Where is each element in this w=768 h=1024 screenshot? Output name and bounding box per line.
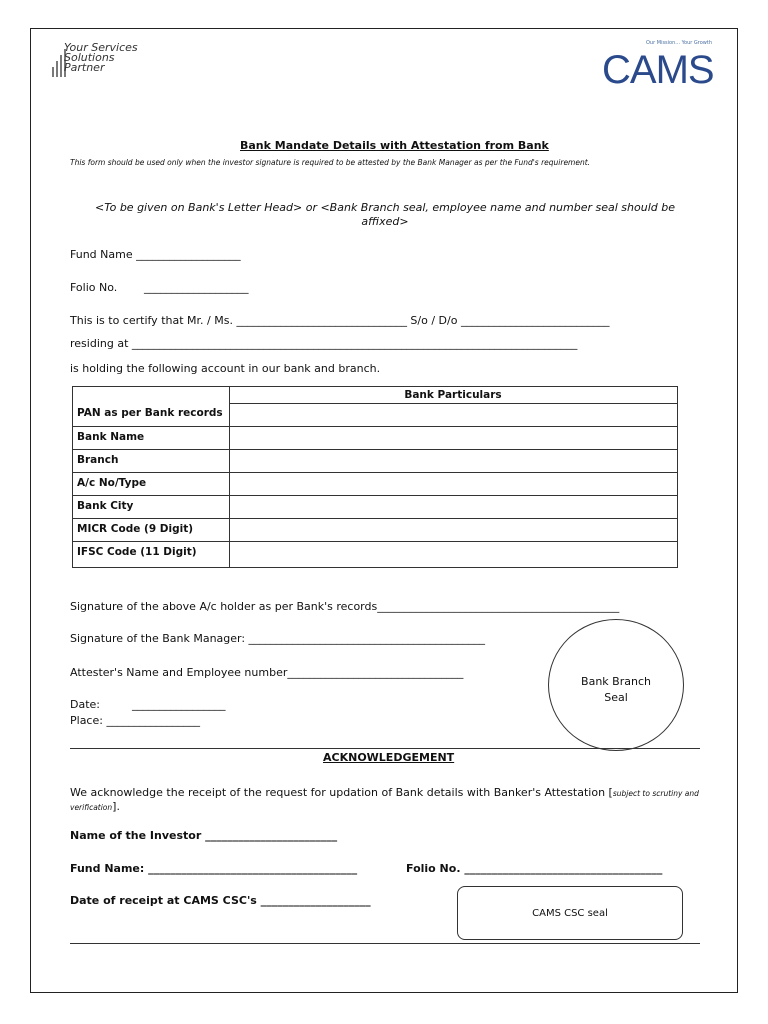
table-row[interactable]: Bank City: [73, 495, 677, 518]
attester-field[interactable]: Attester's Name and Employee number________________________________: [70, 666, 464, 679]
date-label: Date:: [70, 698, 100, 711]
divider: [70, 943, 700, 944]
letterhead-instruction: <To be given on Bank's Letter Head> or <Bank Branch seal, employee name and number seal should be affixed>: [95, 201, 675, 228]
investor-name-field[interactable]: Name of the Investor ________________________: [70, 829, 338, 842]
holding-text: is holding the following account in our bank and branch.: [70, 362, 381, 375]
bank-seal-circle: [548, 619, 684, 751]
cams-seal-label: CAMS CSC seal: [532, 908, 608, 919]
table-row[interactable]: IFSC Code (11 Digit): [73, 541, 677, 564]
manager-signature-field[interactable]: Signature of the Bank Manager: ___________________________________________: [70, 632, 486, 645]
cams-logo: [600, 40, 726, 96]
bank-seal-label: Bank Branch Seal: [581, 675, 651, 704]
date-receipt-field[interactable]: Date of receipt at CAMS CSC's ____________________: [70, 894, 371, 907]
partner-logo-text: Your Services Solutions Partner: [64, 41, 138, 74]
table-row[interactable]: MICR Code (9 Digit): [73, 518, 677, 541]
table-row[interactable]: Branch: [73, 449, 677, 472]
certify-field[interactable]: This is to certify that Mr. / Ms. _______________________________ S/o / D/o ___________________________: [70, 314, 610, 327]
acknowledgement-text: We acknowledge the receipt of the request for updation of Bank details with Banker's Attestation [subject to scrutiny and verification].: [70, 786, 699, 813]
date-field[interactable]: _________________: [132, 698, 226, 711]
form-note: This form should be used only when the investor signature is required to be attested by the Bank Manager as per the Fund's requirement.: [70, 158, 591, 167]
table-row[interactable]: Bank Name: [73, 426, 677, 449]
cams-seal-box: [457, 886, 683, 940]
table-row[interactable]: A/c No/Type: [73, 472, 677, 495]
holder-signature-field[interactable]: Signature of the above A/c holder as per Bank's records____________________________________________: [70, 600, 620, 613]
folio-field[interactable]: ___________________: [144, 281, 249, 294]
cams-wordmark: CAMS: [602, 48, 714, 92]
ack-folio-field[interactable]: Folio No. ____________________________________: [406, 862, 663, 875]
fund-name-field[interactable]: Fund Name ___________________: [70, 248, 241, 261]
acknowledgement-title: ACKNOWLEDGEMENT: [323, 751, 455, 764]
bank-particulars-table: [72, 386, 678, 568]
form-title: Bank Mandate Details with Attestation from Bank: [240, 139, 549, 152]
residing-field[interactable]: residing at _________________________________________________________________________________: [70, 337, 578, 350]
table-row[interactable]: PAN as per Bank records: [77, 407, 223, 419]
folio-label: Folio No.: [70, 281, 118, 294]
divider: [70, 748, 700, 749]
place-field[interactable]: Place: _________________: [70, 714, 200, 727]
ack-fund-name-field[interactable]: Fund Name: ______________________________________: [70, 862, 358, 875]
table-header: Bank Particulars: [229, 387, 677, 404]
cams-tagline: Our Mission... Your Growth: [646, 40, 712, 46]
